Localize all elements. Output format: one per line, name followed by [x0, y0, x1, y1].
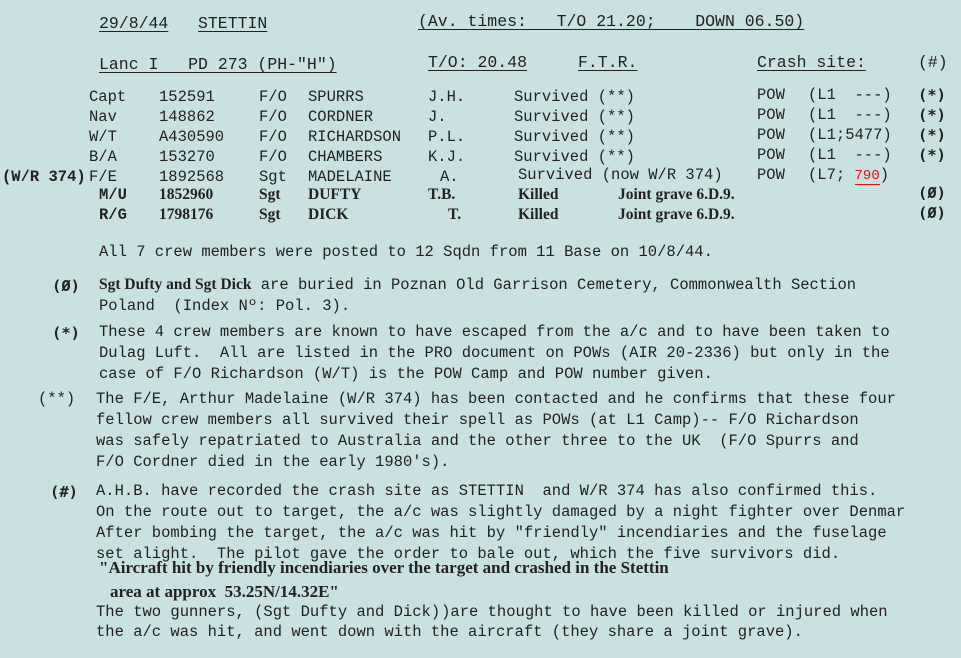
- survivor-note-line2: fellow crew members all survived their spell as POWs (at L1 Camp)-- F/O Richardson: [96, 411, 859, 429]
- crew-camp: (L1 ---): [808, 146, 892, 164]
- crew-name: RICHARDSON: [308, 128, 402, 146]
- crew-rank: F/O: [259, 108, 287, 126]
- crew-status: Survived (**): [514, 88, 635, 106]
- crew-initials: T.B.: [428, 186, 456, 203]
- crew-name: MADELAINE: [308, 168, 392, 186]
- crash-note-line4: set alight. The pilot gave the order to bale out, which the five survivors did.: [96, 545, 841, 563]
- escape-note-line3: case of F/O Richardson (W/T) is the POW Camp and POW number given.: [99, 365, 713, 383]
- crew-pow: POW: [757, 126, 785, 144]
- crash-note-line2: On the route out to target, the a/c was slightly damaged by a night fighter over Denmar: [96, 503, 906, 521]
- crash-site-hash: (#): [918, 53, 948, 72]
- quote-line1: "Aircraft hit by friendly incendiaries over the target and crashed in the Stettin: [99, 558, 669, 577]
- crew-number: 1892568: [159, 168, 225, 186]
- posted-note: All 7 crew members were posted to 12 Sqdn from 11 Base on 10/8/44.: [99, 243, 713, 261]
- crew-pow: POW: [757, 86, 785, 104]
- crew-camp: (L7; 790): [808, 166, 890, 184]
- handwritten-pow-number: 790: [854, 168, 880, 184]
- gunners-note-line2: the a/c was hit, and went down with the aircraft (they share a joint grave).: [96, 623, 803, 641]
- crew-role: R/G: [99, 206, 127, 224]
- crew-camp: (L1 ---): [808, 106, 892, 124]
- gunners-note-line1: The two gunners, (Sgt Dufty and Dick) )are thought to have been killed or injured when: [96, 603, 888, 621]
- crew-camp: (L1 ---): [808, 86, 892, 104]
- burial-note-line2: Poland (Index Nº: Pol. 3).: [99, 297, 351, 315]
- crew-rank: Sgt: [259, 168, 287, 186]
- average-times: (Av. times: T/O 21.20; DOWN 06.50): [418, 12, 805, 31]
- aircraft-serial: Lanc I PD 273 (PH-"H"): [99, 55, 337, 74]
- crew-rank: Sgt: [259, 186, 281, 203]
- crash-note-line3: After bombing the target, the a/c was hit by "friendly" incendiaries and the fuselage: [96, 524, 887, 542]
- crew-initials: J.: [428, 108, 447, 126]
- crew-mark: (*): [918, 146, 946, 164]
- zero-footnote-mark: (Ø): [52, 277, 80, 295]
- crew-mark: (*): [918, 126, 946, 144]
- mission-target: STETTIN: [198, 14, 268, 33]
- crew-initials: P.L.: [428, 128, 466, 146]
- crew-grave: Joint grave 6.D.9.: [618, 186, 735, 203]
- crew-number: 1852960: [159, 186, 214, 203]
- crew-pow: POW: [757, 166, 785, 184]
- crew-initials: J.H.: [428, 88, 466, 106]
- crew-number: A430590: [159, 128, 225, 146]
- dstar-footnote-mark: (**): [38, 390, 76, 408]
- crew-status: Survived (**): [514, 128, 635, 146]
- crew-role: B/A: [89, 148, 117, 166]
- crew-name: CHAMBERS: [308, 148, 383, 166]
- crew-name: DUFTY: [308, 186, 362, 203]
- crew-initials: T.: [448, 206, 462, 223]
- crew-mark: (Ø): [918, 184, 946, 202]
- result-label: F.T.R.: [578, 53, 638, 72]
- crew-role: Nav: [89, 108, 117, 126]
- mission-date: 29/8/44: [99, 14, 169, 33]
- burial-note-line1: Sgt Dufty and Sgt Dick are buried in Poznan Old Garrison Cemetery, Commonwealth Section: [99, 276, 857, 294]
- crew-mark: (*): [918, 106, 946, 124]
- survivor-note-line4: F/O Cordner died in the early 1980's).: [96, 453, 450, 471]
- crew-mark: (Ø): [918, 204, 946, 222]
- escape-note-line2: Dulag Luft. All are listed in the PRO document on POWs (AIR 20-2336) but only in the: [99, 344, 890, 362]
- takeoff-time: T/O: 20.48: [428, 53, 528, 72]
- crew-number: 153270: [159, 148, 215, 166]
- crew-number: 152591: [159, 88, 215, 106]
- crew-number: 148862: [159, 108, 215, 126]
- survivor-note-line3: was safely repatriated to Australia and the other three to the UK (F/O Spurrs and: [96, 432, 859, 450]
- crew-rank: F/O: [259, 148, 287, 166]
- crew-rank: F/O: [259, 88, 287, 106]
- crew-initials: A.: [440, 168, 459, 186]
- crash-note-line1: A.H.B. have recorded the crash site as STETTIN and W/R 374 has also confirmed this.: [96, 482, 878, 500]
- crew-role: W/T: [89, 128, 117, 146]
- crew-grave: Joint grave 6.D.9.: [618, 206, 735, 223]
- crew-pow: POW: [757, 146, 785, 164]
- crew-role: Capt: [89, 88, 127, 106]
- crew-name: SPURRS: [308, 88, 364, 106]
- crew-camp: (L1;5477): [808, 126, 892, 144]
- crew-rank: Sgt: [259, 206, 281, 223]
- crew-status: Survived (now W/R 374): [518, 166, 723, 184]
- crew-pow: POW: [757, 106, 785, 124]
- quote-line2: area at approx 53.25N/14.32E": [110, 582, 339, 601]
- crew-role: F/E: [89, 168, 117, 186]
- crash-site-label: Crash site:: [757, 53, 866, 72]
- crew-mark: (*): [918, 86, 946, 104]
- crew-status: Killed: [518, 186, 559, 203]
- survivor-note-line1: The F/E, Arthur Madelaine (W/R 374) has been contacted and he confirms that these four: [96, 390, 896, 408]
- star-footnote-mark: (*): [52, 324, 80, 342]
- crew-status: Survived (**): [514, 148, 635, 166]
- wr-prefix: (W/R 374): [2, 168, 86, 186]
- crew-number: 1798176: [159, 206, 214, 223]
- crew-name: DICK: [308, 206, 349, 223]
- hash-footnote-mark: (#): [50, 483, 78, 501]
- crew-status: Killed: [518, 206, 559, 223]
- crew-status: Survived (**): [514, 108, 635, 126]
- escape-note-line1: These 4 crew members are known to have escaped from the a/c and to have been taken to: [99, 323, 890, 341]
- crew-name: CORDNER: [308, 108, 374, 126]
- crew-role: M/U: [99, 186, 127, 204]
- crew-initials: K.J.: [428, 148, 466, 166]
- crew-rank: F/O: [259, 128, 287, 146]
